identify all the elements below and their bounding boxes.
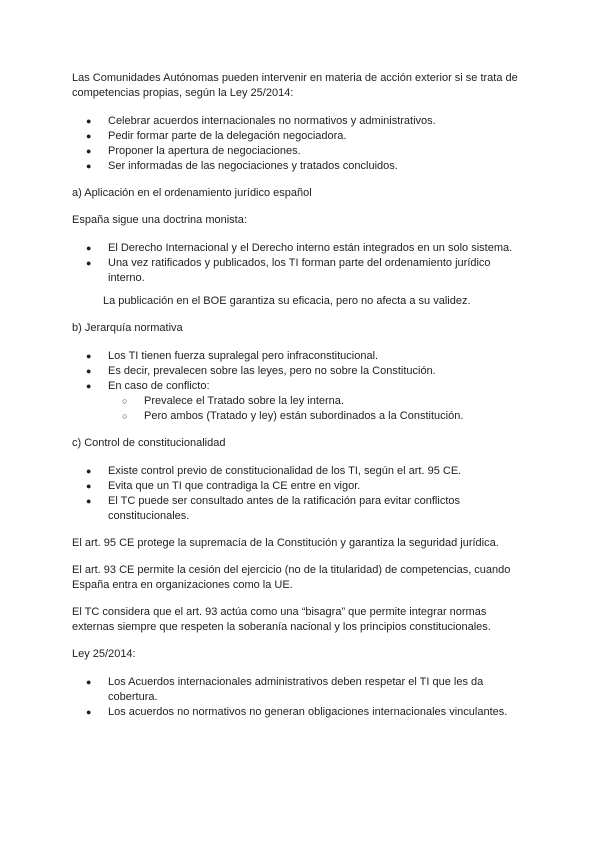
list-item: ● Ser informadas de las negociaciones y tratados concluidos. [72, 159, 530, 174]
list-item: ● Evita que un TI que contradiga la CE entre en vigor. [72, 479, 530, 494]
section-a-list [72, 240, 530, 286]
section-a-heading: a) Aplicación en el ordenamiento jurídico español [72, 187, 312, 199]
list-item: ● Una vez ratificados y publicados, los TI forman parte del ordenamiento jurídico interno. [72, 256, 530, 286]
section-a-note: La publicación en el BOE garantiza su eficacia, pero no afecta a su validez. [103, 295, 471, 307]
sublist-item: ○ Pero ambos (Tratado y ley) están subordinados a la Constitución. [72, 409, 530, 424]
list-item-text: En caso de conflicto: [108, 380, 210, 392]
list-item: ● Los TI tienen fuerza supralegal pero infraconstitucional. [72, 349, 530, 364]
list-item [72, 379, 530, 424]
list-item: ● Los acuerdos no normativos no generan obligaciones internacionales vinculantes. [72, 705, 530, 720]
list-item: ● Existe control previo de constitucionalidad de los TI, según el art. 95 CE. [72, 464, 530, 479]
list-item: ● El TC puede ser consultado antes de la ratificación para evitar conflictos constitucionales. [72, 494, 530, 524]
section-a-lead: España sigue una doctrina monista: [72, 214, 247, 226]
list-item: ● Los Acuerdos internacionales administrativos deben respetar el TI que les da cobertura. [72, 675, 530, 705]
paragraph-art-93: El art. 93 CE permite la cesión del ejercicio (no de la titularidad) de competencias, cuando España entra en organizaciones como la UE. [72, 564, 511, 591]
paragraph-tc-bisagra: El TC considera que el art. 93 actúa como una “bisagra” que permite integrar normas externas siempre que respeten la soberanía nacional y los principios constitucionales. [72, 606, 491, 633]
list-item: ● Es decir, prevalecen sobre las leyes, pero no sobre la Constitución. [72, 364, 530, 379]
ley-list [72, 674, 530, 720]
section-b-sublist [108, 394, 530, 424]
ley-heading: Ley 25/2014: [72, 648, 136, 660]
intro-list [72, 113, 530, 174]
list-item: ● El Derecho Internacional y el Derecho interno están integrados en un solo sistema. [72, 241, 530, 256]
section-c-list [72, 463, 530, 524]
sublist-item: ○ Prevalece el Tratado sobre la ley interna. [72, 394, 530, 409]
section-b-heading: b) Jerarquía normativa [72, 322, 183, 334]
list-item: ● Pedir formar parte de la delegación negociadora. [72, 129, 530, 144]
section-c-heading: c) Control de constitucionalidad [72, 437, 226, 449]
intro-paragraph: Las Comunidades Autónomas pueden intervenir en materia de acción exterior si se trata de competencias propias, según la Ley 25/2014: [72, 72, 518, 99]
list-item: ● Proponer la apertura de negociaciones. [72, 144, 530, 159]
list-item: ● Celebrar acuerdos internacionales no normativos y administrativos. [72, 114, 530, 129]
section-b-list [72, 348, 530, 424]
paragraph-art-95: El art. 95 CE protege la supremacía de la Constitución y garantiza la seguridad jurídica. [72, 537, 499, 549]
